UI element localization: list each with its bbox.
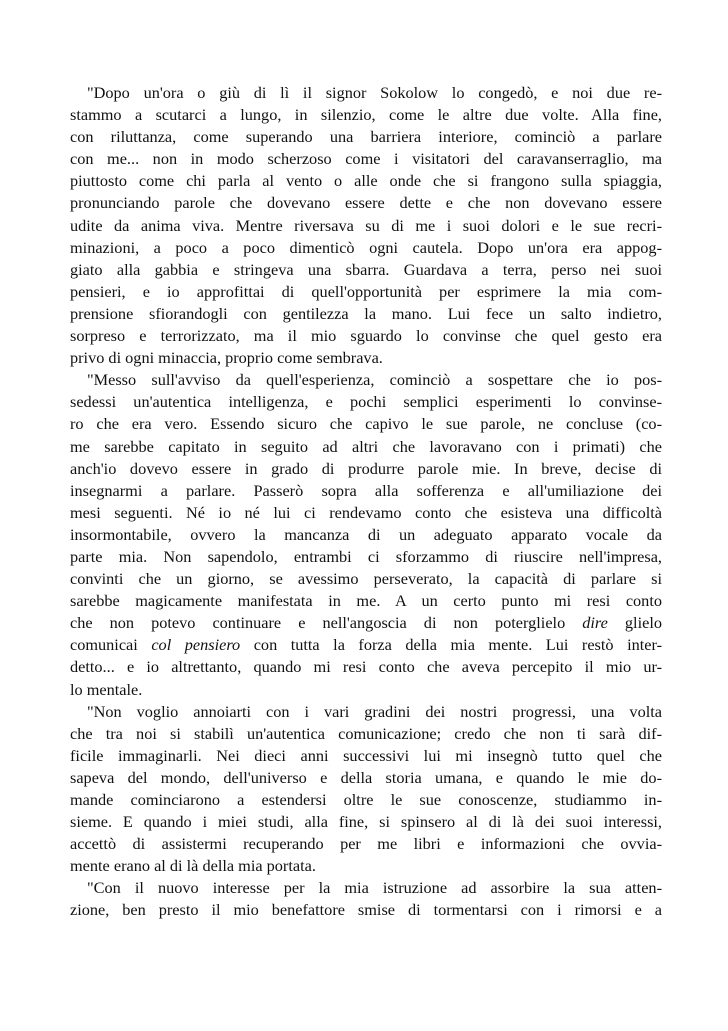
paragraph-3	[70, 701, 662, 878]
emphasis: dire	[582, 613, 608, 633]
text-line: accettò di assistermi recuperando per me libri e informazioni che ovvia-	[70, 834, 662, 854]
text-line: mente erano al di là della mia portata.	[70, 856, 316, 876]
text-line: sarebbe magicamente manifestata in me. A un certo punto mi resi conto	[70, 591, 662, 611]
text-line: sorpreso e terrorizzato, ma il mio sguardo lo convinse che quel gesto era	[70, 326, 662, 346]
text-line: comunicai col pensiero con tutta la forza della mia mente. Lui restò inter-	[70, 635, 662, 655]
paragraph-2	[70, 369, 662, 700]
page-text	[70, 82, 662, 922]
text-line: "Con il nuovo interesse per la mia istruzione ad assorbire la sua atten-	[87, 878, 662, 898]
paragraph-4	[70, 877, 662, 921]
text-line: stammo a scutarci a lungo, in silenzio, come le altre due volte. Alla fine,	[70, 105, 662, 125]
text-line: detto... e io altrettanto, quando mi resi conto che aveva percepito il mio ur-	[70, 657, 662, 677]
text-line: sedessi un'autentica intelligenza, e pochi semplici esperimenti lo convinse-	[70, 392, 662, 412]
text-line: sapeva del mondo, dell'universo e della storia umana, e quando le mie do-	[70, 767, 662, 787]
text-line: convinti che un giorno, se avessimo perseverato, la capacità di parlare si	[70, 569, 662, 589]
text-line: pensieri, e io approfittai di quell'opportunità per esprimere la mia com-	[70, 281, 662, 301]
text-line: parte mia. Non sapendolo, entrambi ci sforzammo di riuscire nell'impresa,	[70, 546, 662, 566]
text-line: insormontabile, ovvero la mancanza di un adeguato apparato vocale da	[70, 524, 662, 544]
text-line: zione, ben presto il mio benefattore smise di tormentarsi con i rimorsi e a	[70, 900, 662, 920]
text-line: che non potevo continuare e nell'angoscia di non poterglielo dire glielo	[70, 613, 662, 633]
text-line: anch'io dovevo essere in grado di produrre parole mie. In breve, decise di	[70, 458, 662, 478]
text-line: "Dopo un'ora o giù di lì il signor Sokolow lo congedò, e noi due re-	[87, 83, 662, 102]
text-line: ficile immaginarli. Nei dieci anni successivi lui mi insegnò tutto quel che	[70, 745, 662, 765]
text-line: piuttosto come chi parla al vento o alle onde che si frangono sulla spiaggia,	[70, 171, 662, 191]
paragraph-1	[70, 82, 662, 369]
text-line: che tra noi si stabilì un'autentica comunicazione; credo che non ti sarà dif-	[70, 723, 662, 743]
text-line: con me... non in modo scherzoso come i visitatori del caravanserraglio, ma	[70, 149, 662, 169]
text-line: minazioni, a poco a poco dimenticò ogni cautela. Dopo un'ora era appog-	[70, 237, 662, 257]
text-line: lo mentale.	[70, 679, 143, 699]
text-line: privo di ogni minaccia, proprio come sembrava.	[70, 348, 383, 368]
text-line: ro che era vero. Essendo sicuro che capivo le sue parole, ne concluse (co-	[70, 414, 662, 434]
text-line: con riluttanza, come superando una barriera interiore, cominciò a parlare	[70, 127, 662, 147]
text-line: mande cominciarono a estendersi oltre le sue conoscenze, studiammo in-	[70, 790, 662, 809]
text-line: mesi seguenti. Né io né lui ci rendevamo conto che esisteva una difficoltà	[70, 502, 662, 522]
text-line: me sarebbe capitato in seguito ad altri che lavoravano con i primati) che	[70, 436, 662, 456]
text-line: pronunciando parole che dovevano essere dette e che non dovevano essere	[70, 193, 662, 213]
text-line: giato alla gabbia e stringeva una sbarra. Guardava a terra, perso nei suoi	[70, 259, 662, 279]
emphasis: col pensiero	[151, 635, 241, 655]
text-line: prensione sfiorandogli con gentilezza la mano. Lui fece un salto indietro,	[70, 303, 662, 323]
text-line: udite da anima viva. Mentre riversava su di me i suoi dolori e le sue recri-	[70, 215, 662, 235]
text-line: "Messo sull'avviso da quell'esperienza, cominciò a sospettare che io pos-	[87, 370, 662, 390]
text-line: "Non voglio annoiarti con i vari gradini dei nostri progressi, una volta	[87, 701, 662, 721]
text-line: sieme. E quando i miei studi, alla fine, si spinsero al di là dei suoi interessi,	[70, 812, 662, 832]
text-line: insegnarmi a parlare. Passerò sopra alla sofferenza e all'umiliazione dei	[70, 480, 662, 500]
